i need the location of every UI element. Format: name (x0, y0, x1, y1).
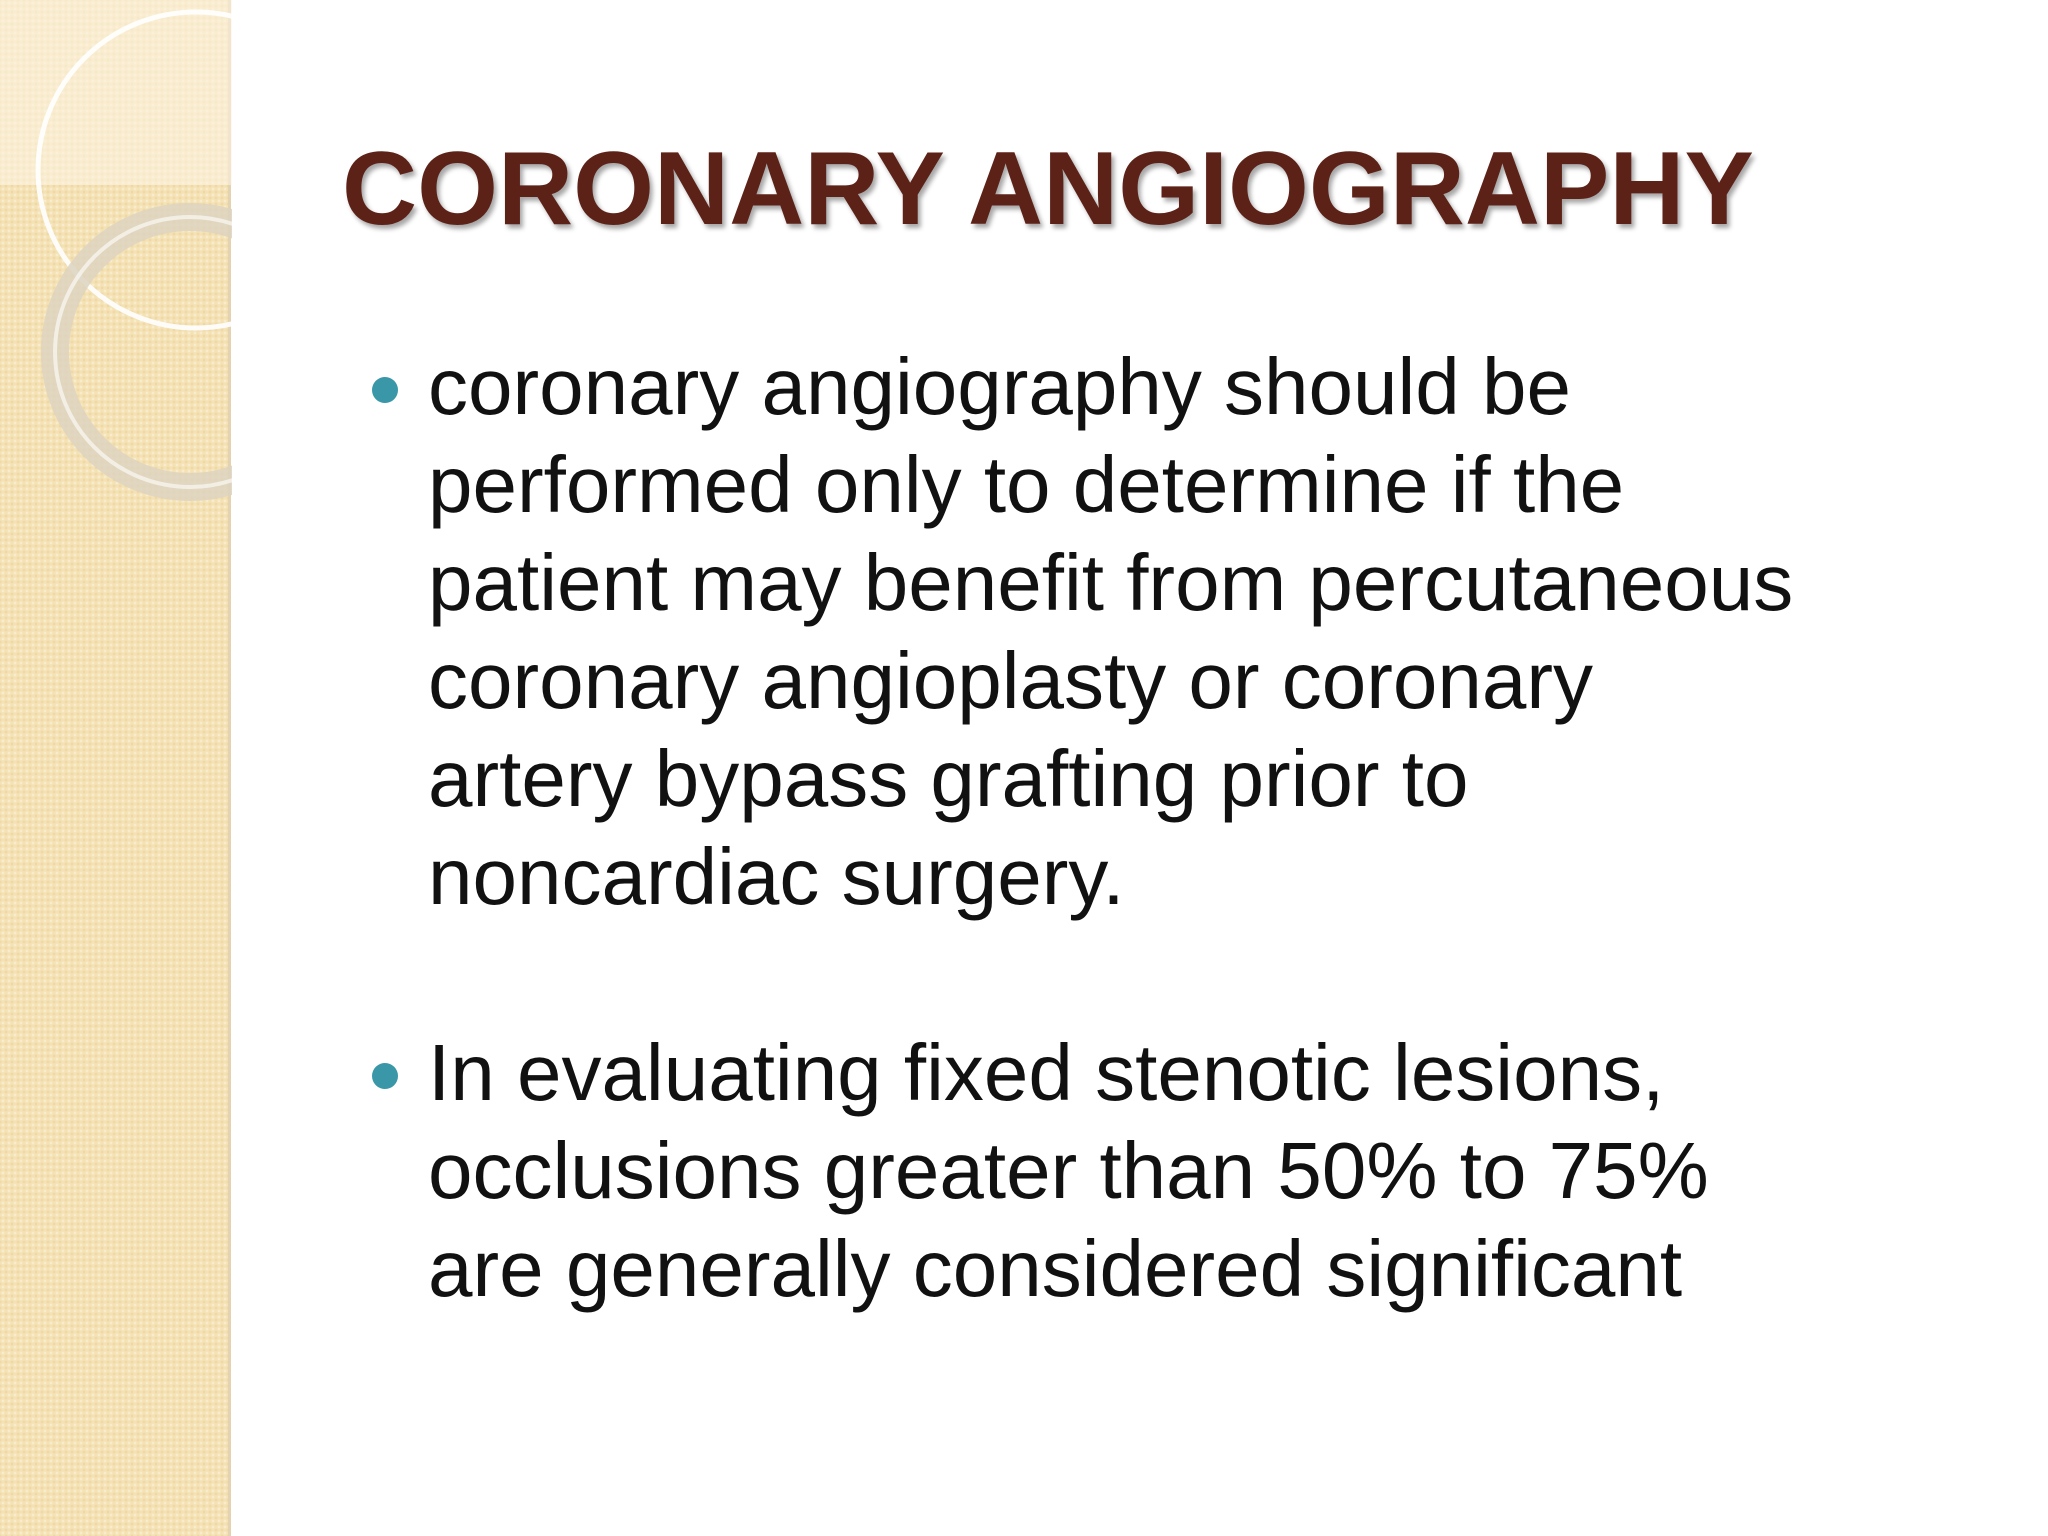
bullet-line: coronary angiography should be (428, 342, 1572, 431)
bullet-item (366, 1024, 2026, 1318)
bullet-list (366, 338, 2026, 1318)
decorative-rings (0, 0, 232, 520)
bullet-line: In evaluating fixed stenotic lesions, (428, 1028, 1665, 1117)
bullet-line: noncardiac surgery. (428, 832, 1125, 921)
bullet-line: occlusions greater than 50% to 75% (428, 1126, 1709, 1215)
bullet-line: artery bypass grafting prior to (428, 734, 1469, 823)
bullet-dot-icon (372, 1063, 398, 1089)
slide-title: CORONARY ANGIOGRAPHY (342, 131, 1754, 247)
bullet-line: coronary angioplasty or coronary (428, 636, 1594, 725)
bullet-line: performed only to determine if the (428, 440, 1625, 529)
bullet-dot-icon (372, 377, 398, 403)
bullet-line: patient may benefit from percutaneous (428, 538, 1794, 627)
bullet-line: are generally considered significant (428, 1224, 1683, 1313)
small-ring-icon (55, 217, 232, 487)
bullet-item (366, 338, 2026, 926)
